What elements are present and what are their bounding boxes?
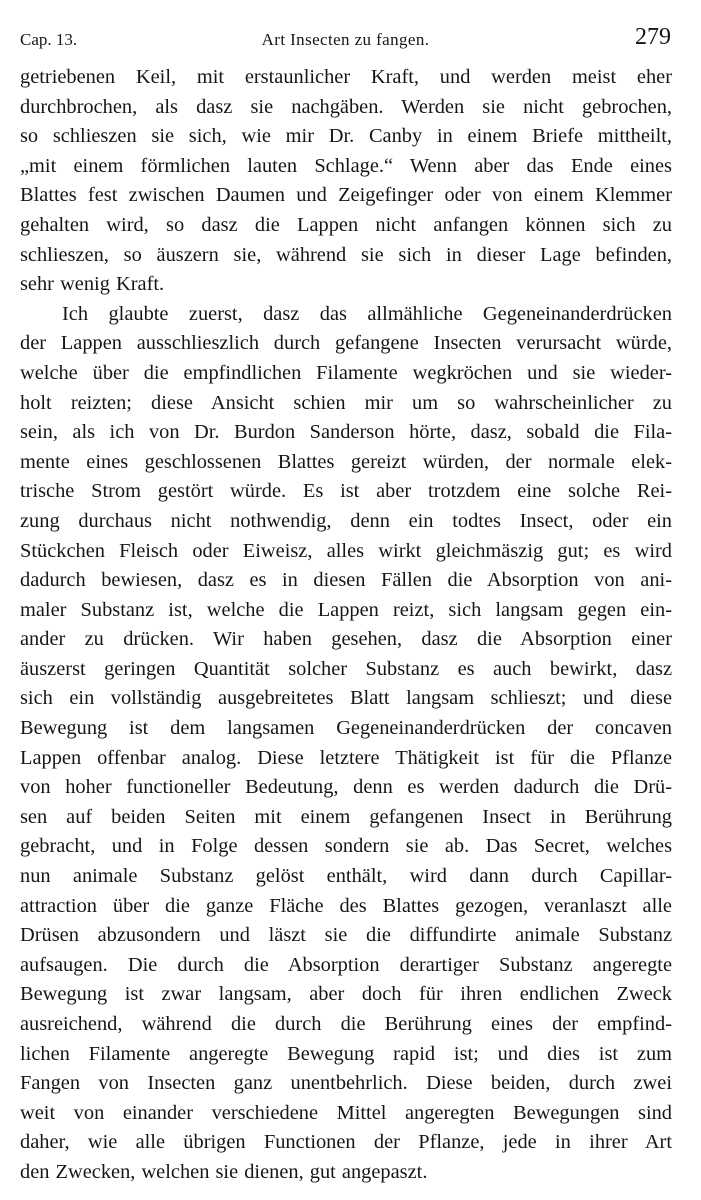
text-line: mente eines geschlossenen Blattes gereizt würden, der normale elek- (20, 450, 672, 473)
text-line: Blattes fest zwischen Daumen und Zeigefinger oder von einem Klemmer (20, 184, 672, 207)
text-line: „mit einem förmlichen lauten Schlage.“ Wenn aber das Ende eines (20, 154, 672, 177)
text-line: sehr wenig Kraft. (20, 273, 165, 296)
paragraph (20, 63, 672, 300)
text-line: Bewegung ist zwar langsam, aber doch für ihren endlichen Zweck (20, 983, 672, 1006)
text-line: maler Substanz ist, welche die Lappen reizt, sich langsam gegen ein- (20, 598, 672, 621)
text-line: schlieszen, so äuszern sie, während sie sich in dieser Lage befinden, (20, 243, 672, 266)
text-line: ander zu drücken. Wir haben gesehen, dasz die Absorption einer (20, 628, 672, 651)
text-line: Drüsen abzusondern und läszt sie die diffundirte animale Substanz (20, 924, 672, 947)
text-line: Lappen offenbar analog. Diese letztere Thätigkeit ist für die Pflanze (20, 746, 672, 769)
text-line: zung durchaus nicht nothwendig, denn ein todtes Insect, oder ein (20, 509, 672, 532)
text-line: durchbrochen, als dasz sie nachgäben. Werden sie nicht gebrochen, (20, 95, 672, 118)
page-heading: Art Insecten zu fangen. (261, 30, 430, 49)
text-line: von hoher functioneller Bedeutung, denn es werden dadurch die Drü- (20, 776, 672, 799)
page-number: 279 (635, 24, 671, 50)
text-line: der Lappen ausschlieszlich durch gefangene Insecten verursacht würde, (20, 332, 672, 355)
text-line: ausreichend, während die durch die Berührung eines der empfind- (20, 1013, 672, 1035)
text-line: aufsaugen. Die durch die Absorption derartiger Substanz angeregte (20, 953, 672, 976)
text-line: Bewegung ist dem langsamen Gegeneinanderdrücken der concaven (20, 717, 672, 740)
text-line: sein, als ich von Dr. Burdon Sanderson hörte, dasz, sobald die Fila- (20, 421, 672, 444)
text-line: Fangen von Insecten ganz unentbehrlich. Diese beiden, durch zwei (20, 1072, 672, 1095)
text-line: holt reizten; diese Ansicht schien mir um so wahrscheinlicher zu (20, 391, 672, 414)
text-line: trische Strom gestört würde. Es ist aber trotzdem eine solche Rei- (20, 480, 672, 503)
text-line: den Zwecken, welchen sie dienen, gut angepaszt. (20, 1160, 428, 1183)
text-line: gehalten wird, so dasz die Lappen nicht anfangen können sich zu (20, 213, 672, 236)
text-line: weit von einander verschiedene Mittel angeregten Bewegungen sind (20, 1101, 672, 1124)
text-line: attraction über die ganze Fläche des Blattes gezogen, veranlaszt alle (20, 894, 672, 917)
text-line: nun animale Substanz gelöst enthält, wird dann durch Capillar- (20, 865, 672, 888)
text-line: sich ein vollständig ausgebreitetes Blatt langsam schlieszt; und diese (20, 687, 672, 710)
text-line: welche über die empfindlichen Filamente wegkröchen und sie wieder- (20, 361, 672, 384)
text-line: dadurch bewiesen, dasz es in diesen Fällen die Absorption von ani- (20, 569, 672, 592)
text-line: getriebenen Keil, mit erstaunlicher Kraft, und werden meist eher (20, 66, 672, 88)
text-line: Ich glaubte zuerst, dasz das allmähliche Gegeneinanderdrücken (62, 302, 672, 325)
text-line: so schlieszen sie sich, wie mir Dr. Canby in einem Briefe mittheilt, (20, 125, 672, 148)
text-line: Stückchen Fleisch oder Eiweisz, alles wirkt gleichmäszig gut; es wird (20, 539, 672, 562)
text-line: daher, wie alle übrigen Functionen der Pflanze, jede in ihrer Art (20, 1131, 672, 1154)
text-line: gebracht, und in Folge dessen sondern sie ab. Das Secret, welches (20, 835, 672, 858)
text-line: äuszerst geringen Quantität solcher Substanz es auch bewirkt, dasz (20, 657, 672, 680)
chapter-label: Cap. 13. (20, 30, 78, 49)
body-text (20, 63, 672, 1188)
running-head (20, 24, 671, 56)
text-line: sen auf beiden Seiten mit einem gefangenen Insect in Berührung (20, 805, 672, 828)
paragraph (20, 300, 672, 1188)
text-line: lichen Filamente angeregte Bewegung rapid ist; und dies ist zum (20, 1042, 672, 1065)
